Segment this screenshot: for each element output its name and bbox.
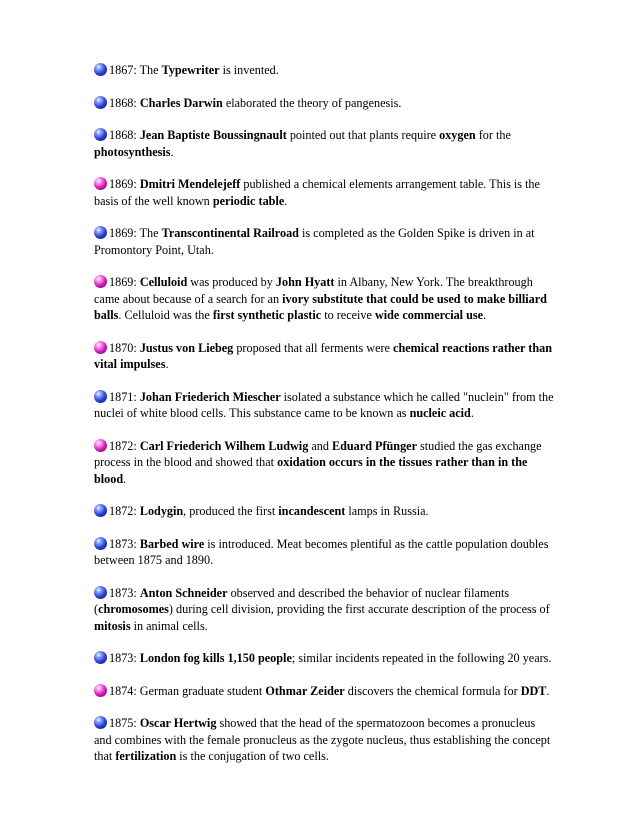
entry-text: in animal cells. — [130, 618, 208, 633]
entry-text: . — [483, 308, 487, 322]
timeline-entry — [94, 62, 554, 79]
entry-text: studied the gas exchange process in the blood and showed that — [94, 438, 542, 469]
bold-term: Carl Friederich Wilhem Ludwig — [139, 438, 309, 453]
timeline-entry — [94, 274, 554, 324]
bold-term: Anton Schneider — [139, 585, 228, 600]
timeline-entry — [94, 340, 554, 373]
entry-text: . — [170, 144, 174, 159]
bold-term: first synthetic plastic — [212, 308, 322, 322]
bold-term: Barbed wire — [139, 536, 205, 551]
entry-text: to receive — [321, 308, 375, 322]
entry-text: 1873: — [109, 651, 140, 665]
timeline-entry — [94, 389, 554, 422]
magenta-ball-icon — [94, 275, 107, 288]
timeline-entry — [94, 176, 554, 209]
entry-text: is the conjugation of two cells. — [176, 749, 329, 763]
entry-text: . — [284, 193, 288, 208]
bold-term: nucleic acid — [409, 406, 471, 420]
timeline-entry — [94, 585, 554, 635]
entry-text: 1869: — [109, 177, 140, 191]
entry-text: observed and described the behavior of nuclear filaments ( — [94, 585, 510, 616]
bold-term: Justus von Liebeg — [139, 340, 234, 355]
entry-text: , produced the first — [183, 504, 279, 518]
timeline-entry — [94, 95, 554, 112]
bold-term: ivory substitute that could be used to make billiard balls — [94, 291, 547, 322]
bold-term: fertilization — [115, 749, 177, 763]
timeline-entry — [94, 683, 554, 700]
blue-ball-icon — [94, 716, 107, 729]
entry-text: 1872: — [109, 438, 140, 453]
entry-text: is invented. — [219, 63, 279, 77]
entry-text: for the — [475, 128, 511, 142]
entry-text: elaborated the theory of pangenesis. — [222, 95, 402, 110]
magenta-ball-icon — [94, 439, 107, 452]
entry-text: 1875: — [109, 716, 140, 730]
entry-text: 1873: — [109, 536, 140, 551]
entry-text: . — [123, 471, 127, 486]
entry-text: isolated a substance which he called "nuclein" from the nuclei of white blood cells. This substance came to be known as — [94, 389, 554, 420]
entry-text: 1869: — [109, 275, 140, 289]
timeline-document — [94, 62, 554, 781]
bold-term: mitosis — [94, 618, 131, 633]
entry-text: lamps in Russia. — [345, 504, 429, 518]
bold-term: John Hyatt — [275, 275, 335, 289]
bold-term: oxidation occurs in the tissues rather than in the blood — [94, 455, 528, 486]
blue-ball-icon — [94, 390, 107, 403]
bold-term: oxygen — [439, 128, 476, 142]
bold-term: chemical reactions rather than vital impulses — [94, 340, 553, 371]
bold-term: Eduard Pfünger — [332, 438, 417, 453]
bold-term: photosynthesis — [94, 144, 171, 159]
bold-term: Typewriter — [161, 63, 220, 77]
timeline-entry — [94, 536, 554, 569]
bold-term: Johan Friederich Miescher — [139, 389, 281, 404]
entry-text: 1871: — [109, 389, 140, 404]
entry-text: ) during cell division, providing the first accurate description of the process of — [168, 602, 550, 616]
bold-term: chromosomes — [98, 602, 169, 616]
bold-term: DDT — [520, 683, 547, 698]
entry-text: . — [546, 683, 550, 698]
entry-text: . — [165, 357, 169, 371]
timeline-entry — [94, 127, 554, 160]
timeline-entry — [94, 438, 554, 488]
blue-ball-icon — [94, 586, 107, 599]
entry-text: 1874: German graduate student — [109, 683, 266, 698]
entry-text: pointed out that plants require — [286, 128, 440, 142]
entry-text: . — [470, 406, 474, 420]
entry-text: is completed as the Golden Spike is driven in at Promontory Point, Utah. — [94, 226, 535, 257]
entry-text: was produced by — [187, 275, 276, 289]
entry-text: 1869: The — [109, 226, 162, 240]
timeline-entry — [94, 503, 554, 520]
blue-ball-icon — [94, 504, 107, 517]
bold-term: Transcontinental Railroad — [161, 226, 299, 240]
entry-text: 1873: — [109, 585, 140, 600]
magenta-ball-icon — [94, 684, 107, 697]
entry-text: 1872: — [109, 504, 140, 518]
entry-text: showed that the head of the spermatozoon becomes a pronucleus and combines with the female pronucleus as the zygote nucleus, thus establishing the concept that — [94, 716, 551, 763]
entry-text: proposed that all ferments were — [233, 340, 394, 355]
blue-ball-icon — [94, 651, 107, 664]
entry-text: ; similar incidents repeated in the following 20 years. — [291, 651, 552, 665]
blue-ball-icon — [94, 63, 107, 76]
entry-text: discovers the chemical formula for — [344, 683, 521, 698]
blue-ball-icon — [94, 128, 107, 141]
blue-ball-icon — [94, 537, 107, 550]
bold-term: periodic table — [212, 193, 285, 208]
magenta-ball-icon — [94, 177, 107, 190]
bold-term: London fog kills 1,150 people — [139, 651, 292, 665]
blue-ball-icon — [94, 96, 107, 109]
timeline-entry — [94, 715, 554, 765]
blue-ball-icon — [94, 226, 107, 239]
timeline-entry — [94, 650, 554, 667]
entry-text: 1867: The — [109, 63, 162, 77]
entry-text: 1870: — [109, 340, 140, 355]
bold-term: wide commercial use — [374, 308, 484, 322]
entry-text: 1868: — [109, 128, 140, 142]
bold-term: Lodygin — [139, 504, 184, 518]
bold-term: Charles Darwin — [139, 95, 223, 110]
bold-term: Othmar Zeider — [265, 683, 345, 698]
entry-text: is introduced. Meat becomes plentiful as the cattle population doubles between 1875 and 1890. — [94, 536, 549, 567]
timeline-entry — [94, 225, 554, 258]
entry-text: . Celluloid was the — [118, 308, 213, 322]
magenta-ball-icon — [94, 341, 107, 354]
bold-term: Jean Baptiste Boussingnault — [139, 128, 287, 142]
bold-term: Oscar Hertwig — [139, 716, 217, 730]
entry-text: 1868: — [109, 95, 140, 110]
bold-term: incandescent — [278, 504, 346, 518]
entry-text: in Albany, New York. The breakthrough came about because of a search for an — [94, 275, 533, 306]
bold-term: Dmitri Mendelejeff — [139, 177, 241, 191]
entry-text: and — [308, 438, 332, 453]
bold-term: Celluloid — [139, 275, 188, 289]
entry-text: published a chemical elements arrangement table. This is the basis of the well known — [94, 177, 540, 208]
